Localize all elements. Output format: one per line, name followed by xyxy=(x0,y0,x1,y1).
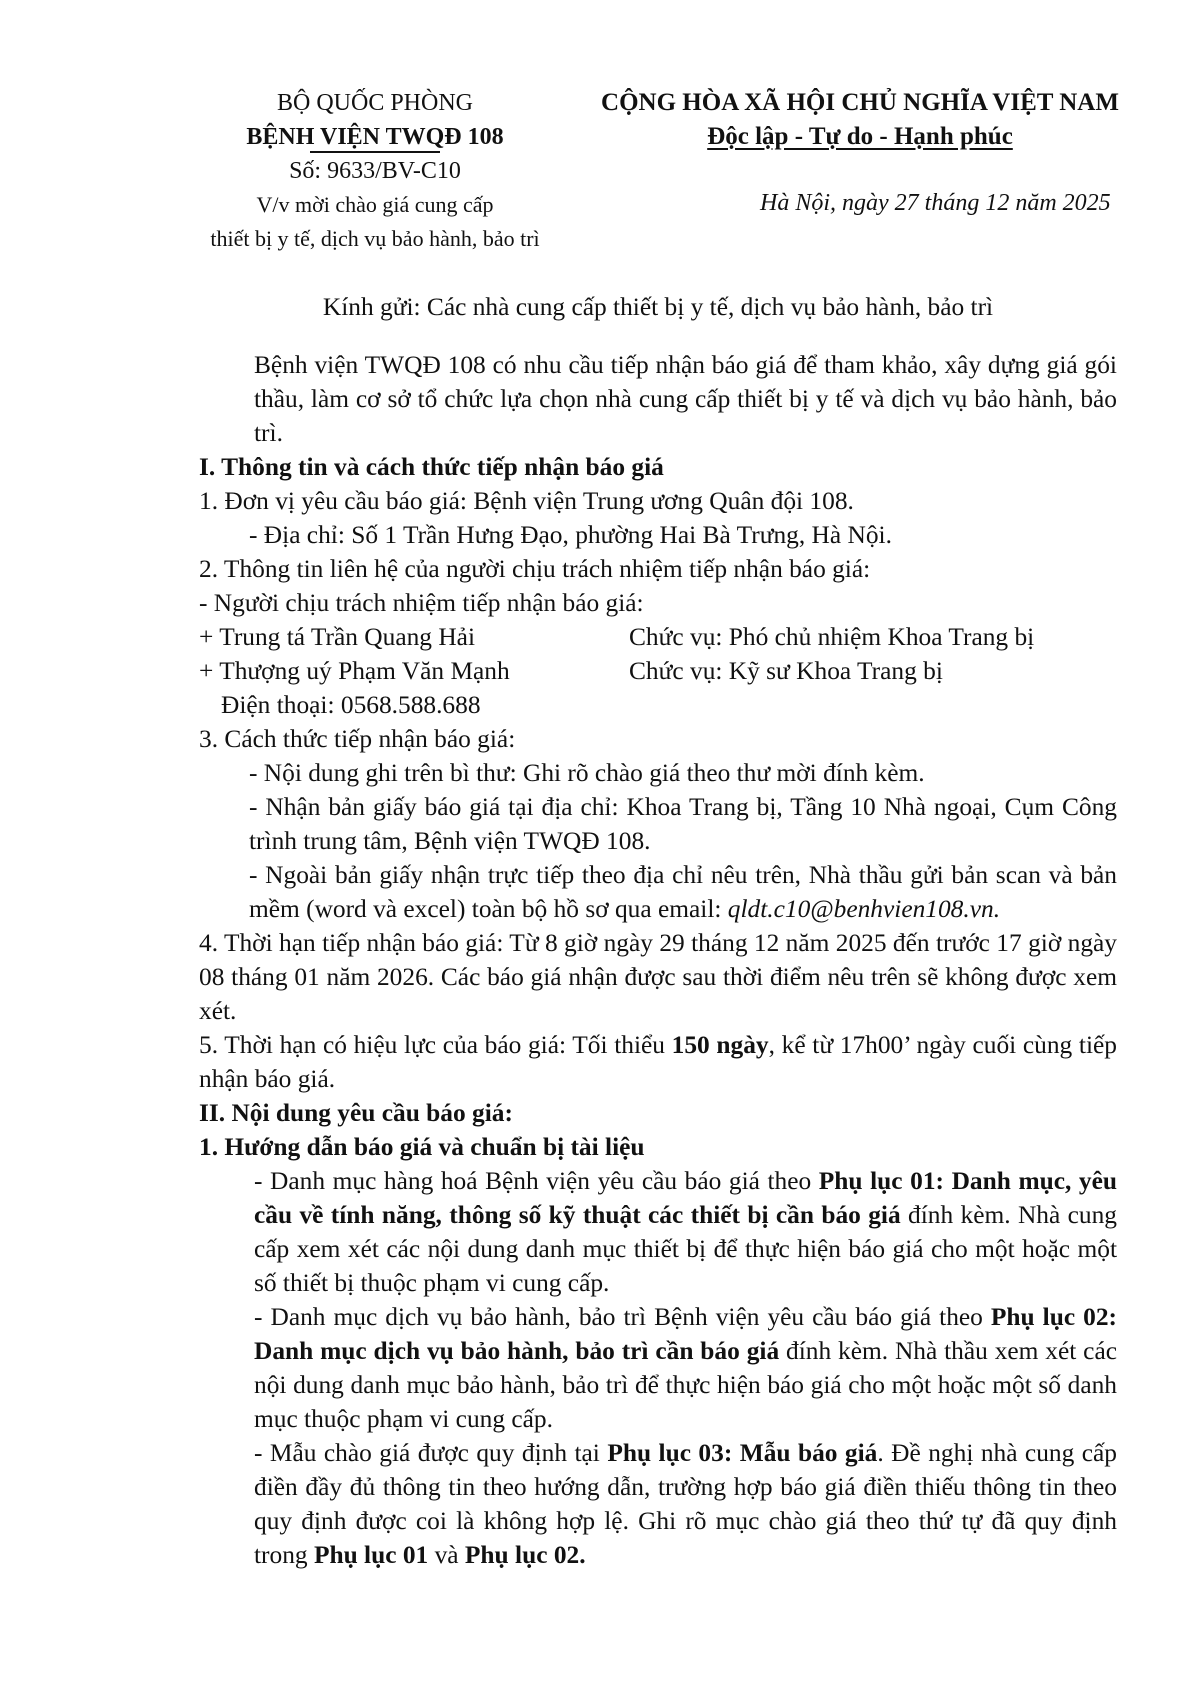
appendix-1-ref: Phụ lục 01: Danh mục, yêu cầu về tính năng, thông số kỹ thuật các thiết bị cần báo giá xyxy=(254,1167,1118,1229)
document-number: Số: 9633/BV-C10 xyxy=(289,158,461,184)
quote-validity xyxy=(199,1028,1117,1096)
section-1-title: I. Thông tin và cách thức tiếp nhận báo giá xyxy=(199,453,664,481)
unit-address: - Địa chỉ: Số 1 Trần Hưng Đạo, phường Hai Bà Trưng, Hà Nội. xyxy=(249,521,892,549)
appendix-1-text-2: đính kèm. Nhà cung cấp xem xét các nội dung danh mục thiết bị để thực hiện báo giá cho một hoặc một số thiết bị thuộc phạm vi cung cấp. xyxy=(254,1201,1117,1297)
responsible-person-heading: - Người chịu trách nhiệm tiếp nhận báo giá: xyxy=(199,589,644,617)
contact-2-name: + Thượng uý Phạm Văn Mạnh xyxy=(199,657,510,685)
greeting: Kính gửi: Các nhà cung cấp thiết bị y tế, dịch vụ bảo hành, bảo trì xyxy=(322,293,994,321)
appendix-2-paragraph xyxy=(199,1300,1117,1436)
envelope-instruction: - Nội dung ghi trên bì thư: Ghi rõ chào giá theo thư mời đính kèm. xyxy=(249,759,925,787)
ministry-name: BỘ QUỐC PHÒNG xyxy=(276,90,474,116)
appendix-2-ref-inline: Phụ lục 02. xyxy=(464,1541,586,1569)
contact-row-1 xyxy=(199,620,1117,654)
appendix-3-text-3: và xyxy=(428,1541,465,1569)
phone-number: Điện thoại: 0568.588.688 xyxy=(221,691,481,719)
paper-submission-address: - Nhận bản giấy báo giá tại địa chỉ: Khoa Trang bị, Tầng 10 Nhà ngoại, Cụm Công trình trung tâm, Bệnh viện TWQĐ 108. xyxy=(249,793,1117,855)
quote-validity-text-2: , kể từ 17h00’ ngày cuối cùng tiếp nhận báo giá. xyxy=(199,1031,1117,1093)
hospital-name: BỆNH VIỆN TWQĐ 108 xyxy=(246,124,504,150)
quote-validity-text-1: 5. Thời hạn có hiệu lực của báo giá: Tối thiểu xyxy=(199,1031,672,1059)
subject-line-1: V/v mời chào giá cung cấp xyxy=(256,192,494,217)
email-address[interactable]: qldt.c10@benhvien108.vn. xyxy=(727,895,1001,923)
appendix-1-text-1: - Danh mục hàng hoá Bệnh viện yêu cầu báo giá theo xyxy=(254,1167,819,1195)
requesting-unit: 1. Đơn vị yêu cầu báo giá: Bệnh viện Trung ương Quân đội 108. xyxy=(199,487,854,515)
contact-1-name: + Trung tá Trần Quang Hải xyxy=(199,623,476,651)
appendix-3-text-1: - Mẫu chào giá được quy định tại xyxy=(254,1439,608,1467)
section-2-title: II. Nội dung yêu cầu báo giá: xyxy=(199,1099,513,1127)
appendix-3-text-2: . Đề nghị nhà cung cấp điền đầy đủ thông tin theo hướng dẫn, trường hợp báo giá điền thiếu thông tin theo quy định được coi là không hợp lệ. Ghi rõ mục chào giá theo thứ tự đã quy định trong xyxy=(254,1439,1117,1569)
letter-body xyxy=(199,290,1117,1572)
quote-validity-days: 150 ngày xyxy=(671,1031,769,1059)
receiving-method-heading: 3. Cách thức tiếp nhận báo giá: xyxy=(199,725,516,753)
receiving-deadline: 4. Thời hạn tiếp nhận báo giá: Từ 8 giờ ngày 29 tháng 12 năm 2025 đến trước 17 giờ ngày 08 tháng 01 năm 2026. Các báo giá nhận được sau thời điểm nêu trên sẽ không được xem xét. xyxy=(199,929,1117,1025)
intro-paragraph: Bệnh viện TWQĐ 108 có nhu cầu tiếp nhận báo giá để tham khảo, xây dựng giá gói thầu, làm cơ sở tổ chức lựa chọn nhà cung cấp thiết bị y tế và dịch vụ bảo hành, bảo trì. xyxy=(254,351,1117,447)
subject-line-2: thiết bị y tế, dịch vụ bảo hành, bảo trì xyxy=(210,226,540,251)
appendix-2-text-1: - Danh mục dịch vụ bảo hành, bảo trì Bệnh viện yêu cầu báo giá theo xyxy=(254,1303,991,1331)
motto: Độc lập - Tự do - Hạnh phúc xyxy=(707,123,1013,150)
appendix-3-ref: Phụ lục 03: Mẫu báo giá xyxy=(607,1439,878,1467)
issue-date: Hà Nội, ngày 27 tháng 12 năm 2025 xyxy=(760,190,1111,216)
appendix-1-ref-inline: Phụ lục 01 xyxy=(313,1541,429,1569)
section-2-subtitle-1: 1. Hướng dẫn báo giá và chuẩn bị tài liệu xyxy=(199,1133,645,1161)
appendix-2-ref: Phụ lục 02: Danh mục dịch vụ bảo hành, bảo trì cần báo giá xyxy=(254,1303,1117,1365)
contact-row-2 xyxy=(199,654,1117,688)
appendix-3-paragraph xyxy=(199,1436,1117,1572)
nation-title: CỘNG HÒA XÃ HỘI CHỦ NGHĨA VIỆT NAM xyxy=(601,89,1119,116)
issuer-block xyxy=(160,86,590,256)
email-submission-text: - Ngoài bản giấy nhận trực tiếp theo địa chỉ nêu trên, Nhà thầu gửi bản scan và bản mềm (word và excel) toàn bộ hồ sơ qua email: xyxy=(249,861,1117,923)
contact-1-role: Chức vụ: Phó chủ nhiệm Khoa Trang bị xyxy=(629,623,1035,651)
contact-info-heading: 2. Thông tin liên hệ của người chịu trách nhiệm tiếp nhận báo giá: xyxy=(199,555,871,583)
nation-block xyxy=(565,86,1155,154)
email-submission xyxy=(199,858,1117,926)
appendix-1-paragraph xyxy=(199,1164,1117,1300)
appendix-2-text-2: đính kèm. Nhà thầu xem xét các nội dung danh mục bảo hành, bảo trì để thực hiện báo giá cho một hoặc một số danh mục thuộc phạm vi cung cấp. xyxy=(254,1337,1117,1433)
contact-2-role: Chức vụ: Kỹ sư Khoa Trang bị xyxy=(629,657,943,685)
